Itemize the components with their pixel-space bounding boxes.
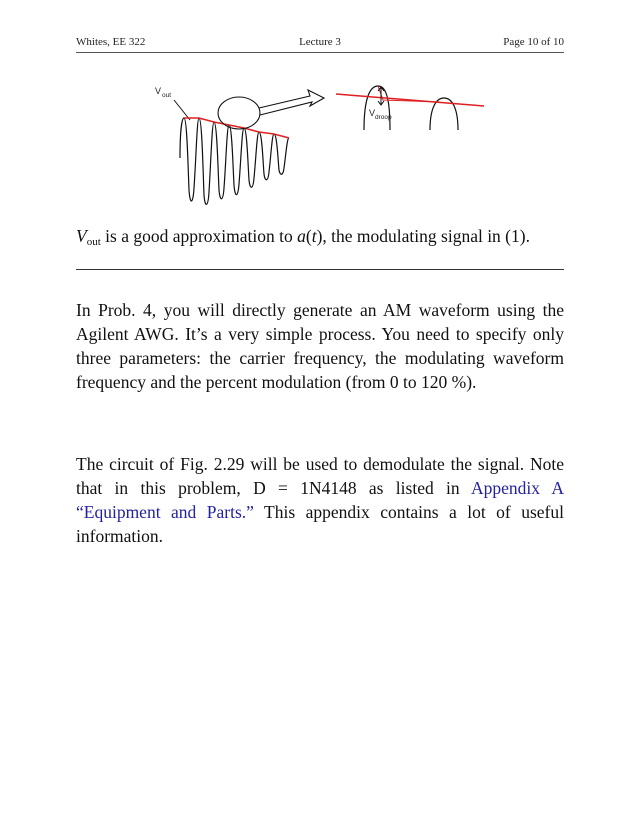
paragraph-awg: In Prob. 4, you will directly generate an AM waveform using the Agilent AWG. It’s a very simple process. You need to specify only three parameters: the carrier frequency, the modulating waveform frequency and the percent modulation (from 0 to 120 %). (76, 300, 564, 392)
page-header (76, 36, 564, 52)
header-rule (76, 52, 564, 53)
demodulation-figure (140, 70, 500, 220)
appendix-a-link[interactable]: Appendix A “Equipment and Parts.” (76, 478, 564, 522)
zoom-arrow (259, 90, 324, 115)
caption-t: t (311, 226, 317, 246)
caption-text-a: is a good approximation to (100, 226, 298, 246)
zoomed-carrier-peak-1 (364, 86, 390, 130)
paragraph-demodulation (76, 452, 564, 548)
figure-caption (76, 224, 566, 248)
caption-a: a (297, 226, 306, 246)
vdroop-label-main: V (369, 108, 376, 118)
carrier-waveform (180, 118, 289, 204)
vdroop-label-sub: droop (375, 114, 392, 121)
paragraph-demodulation-text-a: The circuit of Fig. 2.29 will be used to demodulate the signal. Note that in this problem, D = 1N4148 as listed in (76, 454, 564, 498)
zoom-circle (218, 97, 260, 129)
vout-label-main: V (155, 86, 162, 96)
caption-paren: ( (305, 226, 312, 246)
caption-v: V (76, 226, 87, 246)
caption-text-b: ), the modulating signal in (1). (316, 226, 530, 246)
caption-v-sub: out (86, 236, 101, 248)
section-divider (76, 269, 564, 270)
header-page-number: Page 10 of 10 (503, 36, 564, 48)
header-course: Whites, EE 322 (76, 36, 146, 48)
droop-envelope-line (336, 94, 484, 106)
vout-pointer-line (174, 100, 190, 120)
header-lecture: Lecture 3 (299, 36, 341, 48)
paragraph-demodulation-text-b: This appendix contains a lot of useful information. (76, 502, 564, 546)
vout-label-sub: out (162, 92, 172, 99)
